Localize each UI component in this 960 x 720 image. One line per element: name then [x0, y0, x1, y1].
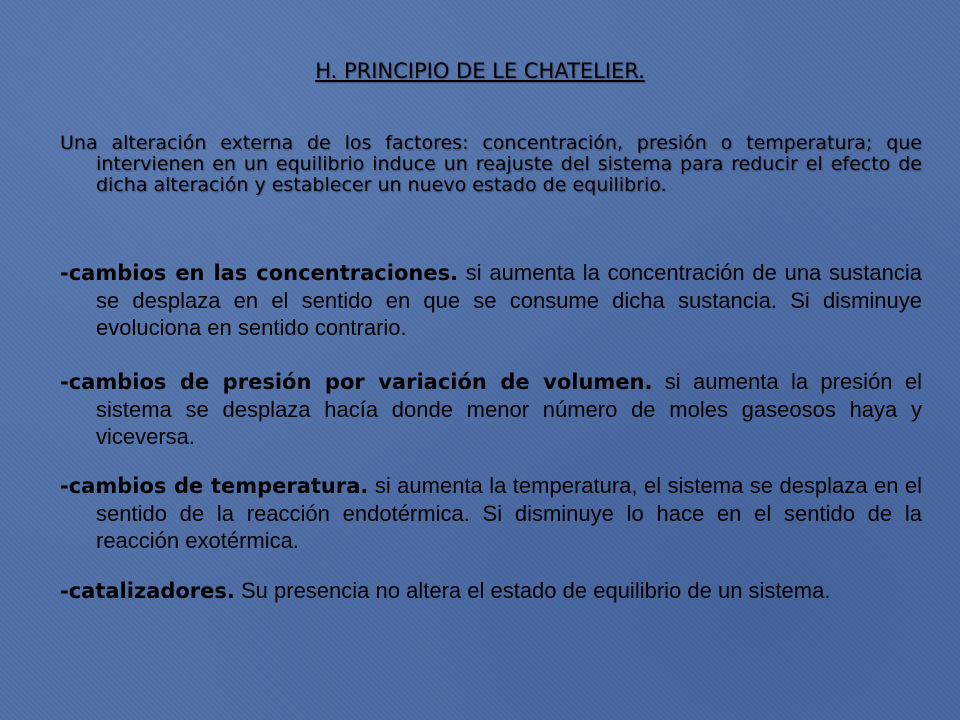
factor-description: si aumenta la presión el sistema se desplaza hacía donde menor número de moles gaseosos haya y viceversa. — [96, 369, 922, 449]
factor-pressure-paragraph — [60, 368, 922, 450]
factor-catalysts-paragraph — [60, 577, 922, 605]
factor-description: Su presencia no altera el estado de equilibrio de un sistema. — [234, 578, 831, 603]
factor-term: -cambios en las concentraciones. — [60, 261, 459, 285]
factor-description: si aumenta la temperatura, el sistema se desplaza en el sentido de la reacción endotérmica. Si disminuye lo hace en el sentido de la reacción exotérmica. — [96, 473, 923, 553]
factor-term: -cambios de presión por variación de volumen. — [60, 370, 653, 394]
slide-title: H. PRINCIPIO DE LE CHATELIER. — [315, 59, 645, 83]
factor-term: -catalizadores. — [60, 579, 235, 603]
factor-description: si aumenta la concentración de una sustancia se desplaza en el sentido en que se consume dicha sustancia. Si disminuye evoluciona en sentido contrario. — [96, 260, 922, 340]
factor-temperature-paragraph — [60, 472, 922, 554]
intro-paragraph: Una alteración externa de los factores: concentración, presión o temperatura; que intervienen en un equilibrio induce un reajuste del sistema para reducir el efecto de dicha alteración y establecer un nuevo estado de equilibrio. — [60, 132, 922, 196]
factor-term: -cambios de temperatura. — [60, 474, 369, 498]
factor-concentration-paragraph — [60, 259, 922, 341]
